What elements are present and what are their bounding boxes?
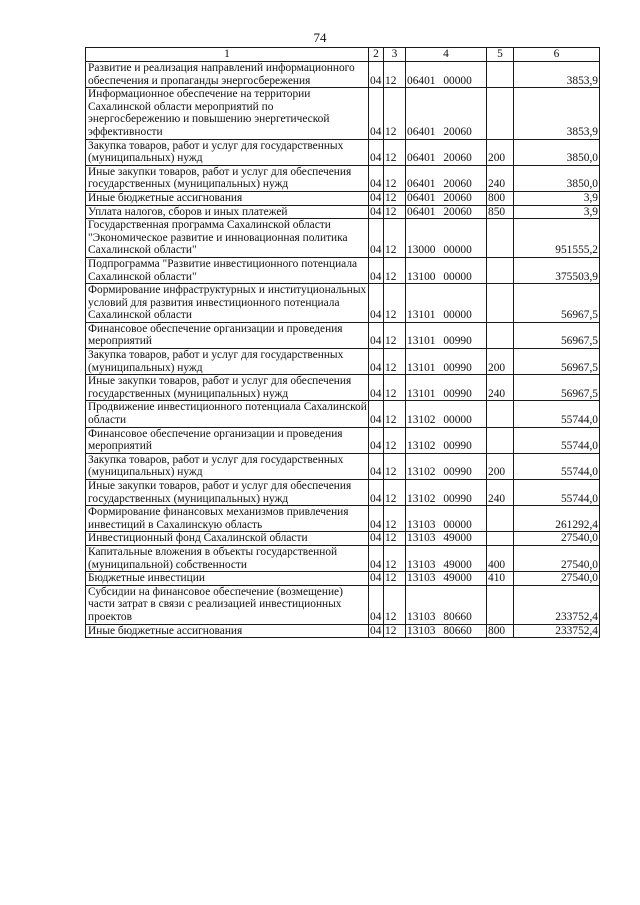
row-name: Закупка товаров, работ и услуг для государственных (муниципальных) нужд (86, 349, 369, 375)
table-row (86, 322, 600, 348)
row-subsection: 12 (384, 88, 406, 139)
row-amount: 27540,0 (514, 572, 600, 586)
row-section: 04 (369, 284, 384, 323)
table-body (86, 62, 600, 638)
row-name: Формирование инфраструктурных и институциональных условий для развития инвестиционного потенциала Сахалинской области (86, 284, 369, 323)
row-name: Субсидии на финансовое обеспечение (возмещение) части затрат в связи с реализацией инвестиционных проектов (86, 585, 369, 624)
row-section: 04 (369, 506, 384, 532)
row-section: 04 (369, 453, 384, 479)
row-name: Информационное обеспечение на территории Сахалинской области мероприятий по энергосбережению и повышению энергетической эффективности (86, 88, 369, 139)
row-section: 04 (369, 349, 384, 375)
row-amount: 375503,9 (514, 257, 600, 283)
row-amount: 233752,4 (514, 624, 600, 638)
row-expense-type: 400 (487, 545, 514, 571)
table-row (86, 349, 600, 375)
row-target-code: 13103 80660 (406, 624, 487, 638)
row-name: Развитие и реализация направлений информационного обеспечения и пропаганды энергосбережения (86, 62, 369, 88)
row-expense-type (487, 88, 514, 139)
row-target-code: 13103 00000 (406, 506, 487, 532)
row-name: Закупка товаров, работ и услуг для государственных (муниципальных) нужд (86, 453, 369, 479)
row-subsection: 12 (384, 284, 406, 323)
row-section: 04 (369, 165, 384, 191)
row-amount: 3850,0 (514, 139, 600, 165)
row-expense-type (487, 427, 514, 453)
row-expense-type: 240 (487, 375, 514, 401)
page-number: 74 (313, 30, 327, 45)
row-target-code: 13101 00990 (406, 349, 487, 375)
table-row (86, 401, 600, 427)
row-amount: 55744,0 (514, 427, 600, 453)
row-amount: 27540,0 (514, 532, 600, 546)
row-section: 04 (369, 585, 384, 624)
row-name: Капитальные вложения в объекты государственной (муниципальной) собственности (86, 545, 369, 571)
row-subsection: 12 (384, 453, 406, 479)
header-section: 2 (369, 48, 384, 62)
row-section: 04 (369, 532, 384, 546)
row-amount: 3,9 (514, 205, 600, 219)
row-section: 04 (369, 62, 384, 88)
header-subsection: 3 (384, 48, 406, 62)
row-subsection: 12 (384, 545, 406, 571)
table-row (86, 585, 600, 624)
row-section: 04 (369, 191, 384, 205)
row-amount: 56967,5 (514, 349, 600, 375)
row-section: 04 (369, 572, 384, 586)
table-row (86, 284, 600, 323)
row-target-code: 13103 49000 (406, 532, 487, 546)
row-expense-type: 410 (487, 572, 514, 586)
row-name: Продвижение инвестиционного потенциала Сахалинской области (86, 401, 369, 427)
row-expense-type (487, 401, 514, 427)
row-name: Уплата налогов, сборов и иных платежей (86, 205, 369, 219)
table-row (86, 506, 600, 532)
row-target-code: 06401 20060 (406, 191, 487, 205)
row-amount: 233752,4 (514, 585, 600, 624)
table-row (86, 191, 600, 205)
table-row (86, 545, 600, 571)
header-amount: 6 (514, 48, 600, 62)
header-name: 1 (86, 48, 369, 62)
row-target-code: 13103 49000 (406, 572, 487, 586)
row-name: Финансовое обеспечение организации и проведения мероприятий (86, 427, 369, 453)
row-subsection: 12 (384, 572, 406, 586)
row-target-code: 13101 00000 (406, 284, 487, 323)
row-subsection: 12 (384, 401, 406, 427)
budget-table (85, 47, 600, 638)
row-target-code: 13100 00000 (406, 257, 487, 283)
row-amount: 55744,0 (514, 480, 600, 506)
row-subsection: 12 (384, 205, 406, 219)
table-row (86, 453, 600, 479)
row-expense-type: 200 (487, 139, 514, 165)
table-row (86, 427, 600, 453)
row-section: 04 (369, 139, 384, 165)
row-section: 04 (369, 88, 384, 139)
row-subsection: 12 (384, 139, 406, 165)
row-target-code: 13102 00990 (406, 453, 487, 479)
row-subsection: 12 (384, 375, 406, 401)
row-section: 04 (369, 545, 384, 571)
table-row (86, 257, 600, 283)
row-amount: 55744,0 (514, 453, 600, 479)
table-row (86, 139, 600, 165)
row-subsection: 12 (384, 257, 406, 283)
row-name: Инвестиционный фонд Сахалинской области (86, 532, 369, 546)
row-target-code: 13000 00000 (406, 219, 487, 258)
row-expense-type (487, 257, 514, 283)
row-expense-type: 800 (487, 624, 514, 638)
row-amount: 3853,9 (514, 88, 600, 139)
row-expense-type: 850 (487, 205, 514, 219)
header-expense-type: 5 (487, 48, 514, 62)
row-expense-type (487, 284, 514, 323)
row-target-code: 06401 20060 (406, 139, 487, 165)
row-name: Иные бюджетные ассигнования (86, 191, 369, 205)
row-subsection: 12 (384, 322, 406, 348)
row-amount: 3850,0 (514, 165, 600, 191)
row-expense-type (487, 506, 514, 532)
row-expense-type: 240 (487, 165, 514, 191)
row-target-code: 13102 00990 (406, 480, 487, 506)
row-expense-type (487, 322, 514, 348)
row-name: Формирование финансовых механизмов привлечения инвестиций в Сахалинскую область (86, 506, 369, 532)
table-row (86, 532, 600, 546)
row-section: 04 (369, 427, 384, 453)
row-subsection: 12 (384, 480, 406, 506)
row-subsection: 12 (384, 62, 406, 88)
row-name: Закупка товаров, работ и услуг для государственных (муниципальных) нужд (86, 139, 369, 165)
row-name: Иные бюджетные ассигнования (86, 624, 369, 638)
row-expense-type (487, 585, 514, 624)
row-name: Бюджетные инвестиции (86, 572, 369, 586)
row-subsection: 12 (384, 532, 406, 546)
row-section: 04 (369, 322, 384, 348)
row-target-code: 13101 00990 (406, 322, 487, 348)
row-name: Иные закупки товаров, работ и услуг для обеспечения государственных (муниципальных) нужд (86, 480, 369, 506)
row-expense-type (487, 219, 514, 258)
row-name: Иные закупки товаров, работ и услуг для обеспечения государственных (муниципальных) нужд (86, 165, 369, 191)
table-row (86, 88, 600, 139)
header-row (86, 48, 600, 62)
row-target-code: 13101 00990 (406, 375, 487, 401)
table-row (86, 375, 600, 401)
row-section: 04 (369, 375, 384, 401)
table-row (86, 62, 600, 88)
table-row (86, 219, 600, 258)
row-subsection: 12 (384, 191, 406, 205)
row-section: 04 (369, 480, 384, 506)
row-subsection: 12 (384, 506, 406, 532)
table-header (86, 48, 600, 62)
row-subsection: 12 (384, 427, 406, 453)
row-section: 04 (369, 205, 384, 219)
row-expense-type (487, 532, 514, 546)
row-target-code: 13102 00990 (406, 427, 487, 453)
row-amount: 261292,4 (514, 506, 600, 532)
row-section: 04 (369, 257, 384, 283)
row-expense-type: 800 (487, 191, 514, 205)
table-row (86, 572, 600, 586)
table-row (86, 165, 600, 191)
row-amount: 56967,5 (514, 322, 600, 348)
row-target-code: 06401 20060 (406, 165, 487, 191)
row-name: Подпрограмма "Развитие инвестиционного потенциала Сахалинской области" (86, 257, 369, 283)
row-subsection: 12 (384, 585, 406, 624)
row-amount: 3853,9 (514, 62, 600, 88)
row-target-code: 06401 20060 (406, 88, 487, 139)
table-row (86, 205, 600, 219)
row-target-code: 06401 00000 (406, 62, 487, 88)
header-target-code: 4 (406, 48, 487, 62)
row-name: Финансовое обеспечение организации и проведения мероприятий (86, 322, 369, 348)
table-row (86, 624, 600, 638)
row-amount: 951555,2 (514, 219, 600, 258)
row-amount: 55744,0 (514, 401, 600, 427)
row-expense-type: 200 (487, 453, 514, 479)
row-subsection: 12 (384, 349, 406, 375)
row-target-code: 06401 20060 (406, 205, 487, 219)
row-amount: 27540,0 (514, 545, 600, 571)
row-expense-type (487, 62, 514, 88)
row-target-code: 13102 00000 (406, 401, 487, 427)
row-amount: 56967,5 (514, 284, 600, 323)
row-section: 04 (369, 624, 384, 638)
row-subsection: 12 (384, 624, 406, 638)
table-row (86, 480, 600, 506)
row-expense-type: 240 (487, 480, 514, 506)
row-target-code: 13103 80660 (406, 585, 487, 624)
row-amount: 3,9 (514, 191, 600, 205)
row-subsection: 12 (384, 165, 406, 191)
row-amount: 56967,5 (514, 375, 600, 401)
row-name: Государственная программа Сахалинской области "Экономическое развитие и инновационная политика Сахалинской области" (86, 219, 369, 258)
row-expense-type: 200 (487, 349, 514, 375)
row-name: Иные закупки товаров, работ и услуг для обеспечения государственных (муниципальных) нужд (86, 375, 369, 401)
row-target-code: 13103 49000 (406, 545, 487, 571)
row-subsection: 12 (384, 219, 406, 258)
row-section: 04 (369, 219, 384, 258)
row-section: 04 (369, 401, 384, 427)
